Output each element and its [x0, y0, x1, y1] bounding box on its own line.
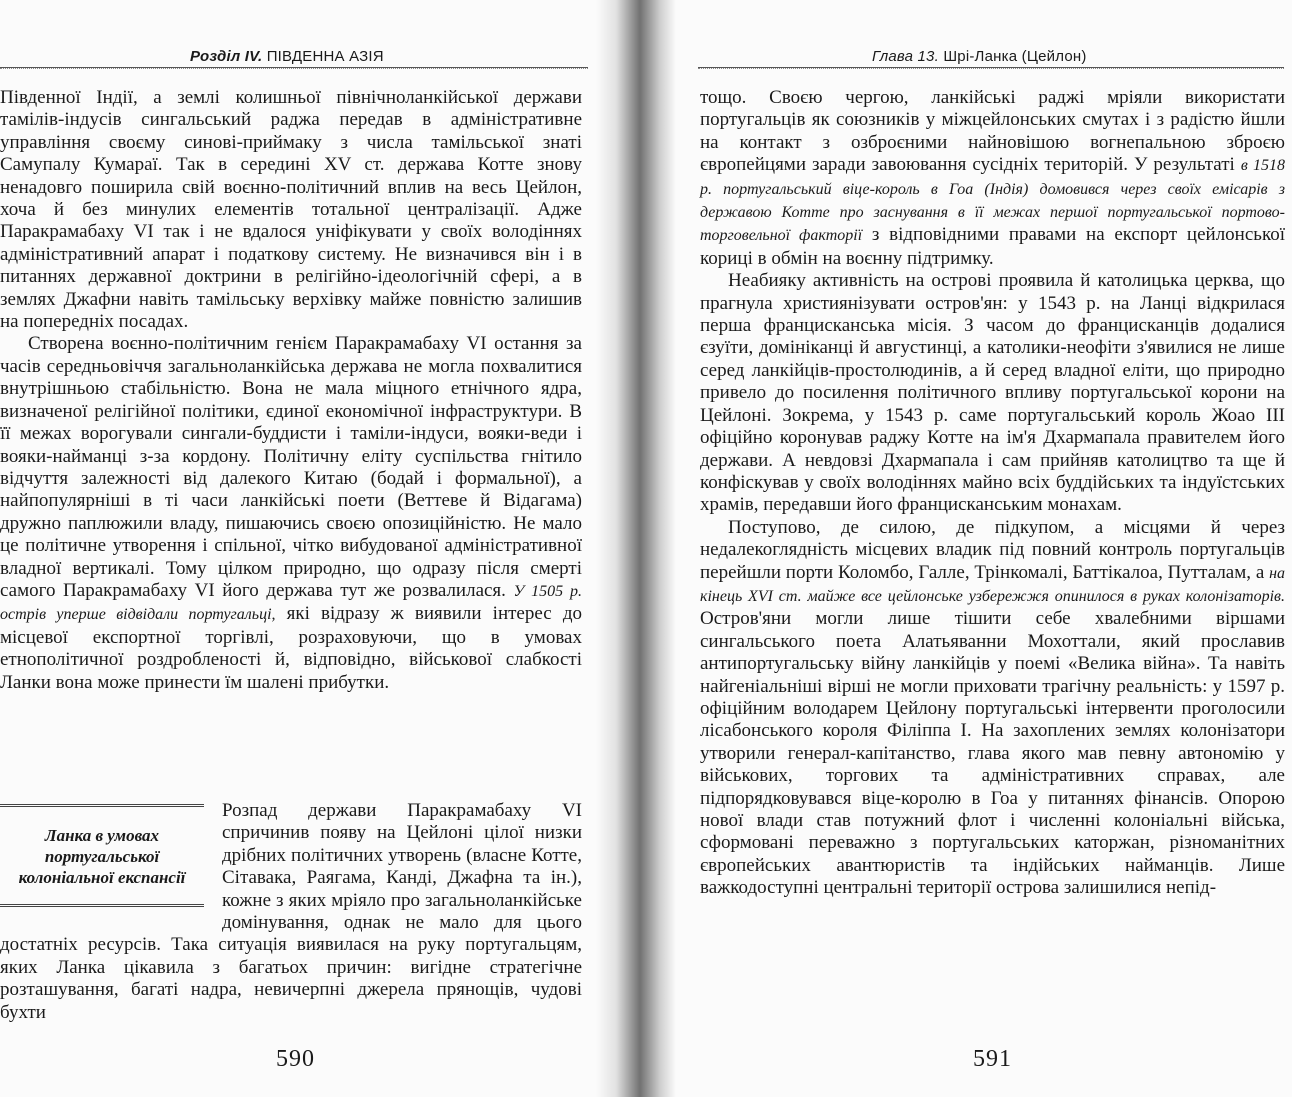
right-paragraph-3-emphasis: на кінець XVI ст. майже все цейлонське узбережжя опинилося в руках колонізаторів. — [700, 564, 1285, 605]
left-paragraph-2-end: які відразу ж виявили інтерес до місцевої експортної торгівлі, розраховуючи, що в умовах етнополітичної роздробленості й, відповідно, військової слабкості Ланки вона може принести їм шалені прибутки. — [0, 603, 582, 693]
left-paragraph-1: Південної Індії, а землі колишньої північноланкійської держави тамілів-індусів сингальський раджа передав в адміністративне управління своєму синові-приймаку з числа тамільської знаті Самупалу Кумараї. Так в середині XV ст. держава Котте знову ненадовго поширила свій воєнно-політичний вплив на весь Цейлон, хоча й без минулих елементів тотальної централізації. Адже Паракрамабаху VI так і не вдалося уніфікувати у своїх володіннях адміністративний апарат і податкову систему. Не визначився він і в питаннях державної доктрини в релігійно-ідеологічній сфері, а в землях Джафни навіть тамільську верхівку майже повністю залишив на попередніх посадах. — [0, 87, 582, 333]
right-paragraph-1 — [700, 87, 1285, 270]
right-paragraph-2: Неабияку активність на острові проявила й католицька церква, що прагнула християнізувати остров'ян: у 1543 р. на Ланці відкрилася перша францисканська місія. З часом до францисканців додалися єзуїти, домініканці й августинці, а католики-неофіти з'явилися не лише серед ланкійців-простолюдинів, а й серед владної еліти, що природно привело до посилення політичного впливу португальської корони на Цейлоні. Зокрема, у 1543 р. саме португальський король Жоао III офіційно коронував раджу Котте на ім'я Дхармапала правителем його держави. А невдовзі Дхармапала і сам прийняв католицтво та ще й конфіскував у своїх володіннях майно всіх буддійських та індуїстських храмів, передавши його францисканським монахам. — [700, 270, 1285, 516]
header-rule-right — [698, 67, 1284, 69]
header-rule-left — [0, 67, 588, 69]
left-sidebar-section — [0, 800, 582, 1024]
running-head-right-label: Глава 13. — [872, 48, 939, 65]
left-body-text — [0, 87, 582, 694]
left-paragraph-2 — [0, 333, 582, 694]
running-head-left — [190, 48, 384, 65]
right-paragraph-3-end: Остров'яни могли лише тішити себе хвалебними віршами сингальського поета Алатьяванни Мохоттали, який прославив антипортугальську війну ланкійців у поемі «Велика війна». Та навіть найгеніальніші вірші не могли приховати трагічну реальність: у 1597 р. офіційним володарем Цейлону португальські інтервенти проголосили лісабонського короля Філіппа І. На захоплених землях колонізатори утворили генерал-капітанство, глава якого мав певну автономію у військових, торгових та адміністративних справах, але підпорядковувався віце-королю в Гоа у питаннях фінансів. Опорою нової влади став потужний флот і численні колоніальні війська, сформовані переважно з португальських каторжан, різноманітних європейських авантюристів та індійських найманців. Лише важкодоступні центральні території острова залишилися непід- — [700, 608, 1285, 899]
running-head-right-title: Шрі-Ланка (Цейлон) — [943, 48, 1087, 65]
left-paragraph-2-emphasis: У 1505 р. острів уперше відвідали португальці, — [0, 582, 583, 624]
left-paragraph-2-start: Створена воєнно-політичним генієм Паракрамабаху VI остання за часів середньовіччя загальноланкійська держава не могла похвалитися внутрішньою стабільністю. Вона не мала міцного етнічного ядра, визначеної релігійної політики, єдиної економічної інфраструктури. В її межах ворогували сингали-буддисти і таміли-індуси, вояки-веди і вояки-найманці з-за кордону. Політичну еліту суспільства гнітило відчуття залежності від далекого Китаю (бодай і формальної), а найпопулярніші в ті часи ланкійські поети (Веттеве й Відагама) дружно паплюжили владу, пишаючись своєю опозиційністю. Не мало це політичне утворення і спільної, чітко вибудованої адміністративної владної вертикалі. Тому цілком природно, що одразу після смерті самого Паракрамабаху VI його держава тут же розвалилася. — [0, 333, 582, 601]
right-page — [676, 0, 1292, 1097]
page-number-left: 590 — [276, 1046, 315, 1072]
left-page — [0, 0, 596, 1097]
right-paragraph-1-start: тощо. Своєю чергою, ланкійські раджі мріяли використати португальців як союзників у міжцейлонських смутах і з радістю йшли на контакт з озброєними найновішою вогнепальною зброєю європейцями заради завоювання сусідніх територій. У результаті — [700, 87, 1285, 176]
running-head-left-title: ПІВДЕННА АЗІЯ — [266, 48, 384, 65]
margin-heading — [0, 804, 204, 907]
right-paragraph-1-emphasis: в 1518 р. португальський віце-король в Гоа (Індія) домовився через своїх емісарів з державою Котте про заснування в її межах першої португальської портово-торговельної факторії — [700, 157, 1286, 245]
page-number-right: 591 — [973, 1046, 1012, 1072]
right-paragraph-1-end: з відповідними правами на експорт цейлонської кориці в обмін на воєнну підтримку. — [700, 224, 1285, 269]
margin-heading-line-3: колоніальної експансії — [18, 868, 186, 887]
running-head-left-label: Розділ IV. — [190, 48, 263, 65]
right-paragraph-3 — [700, 517, 1285, 900]
margin-heading-line-2: португальської — [44, 847, 160, 866]
left-paragraph-3: Розпад держави Паракрамабаху VI спричинив появу на Цейлоні цілої низки дрібних політичних утворень (власне Котте, Сітавака, Раягама, Канді, Джафна та ін.), кожне з яких мріяло про загальноланкійське домінування, однак не мало для цього достатніх ресурсів. Така ситуація виявилася на руку португальцям, яких Ланка цікавила з багатьох причин: вигідне стратегічне розташування, багаті надра, невичерпні джерела прянощів, чудові бухти — [0, 800, 582, 1023]
right-paragraph-3-start: Поступово, де силою, де підкупом, а місцями й через недалекоглядність місцевих владик під повний контроль португальців перейшли порти Коломбо, Галле, Трінкомалі, Баттікалоа, Путталам, а — [700, 516, 1285, 583]
running-head-right — [872, 48, 1087, 65]
right-body-text — [700, 87, 1285, 900]
margin-heading-line-1: Ланка в умовах — [44, 826, 160, 845]
book-gutter-shadow — [596, 0, 676, 1097]
